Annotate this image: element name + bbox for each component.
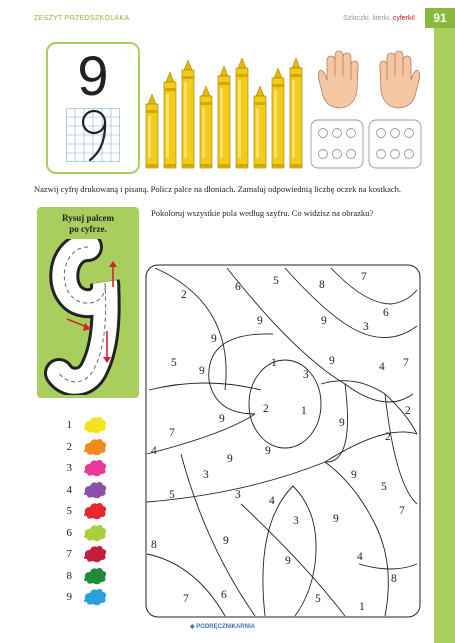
puzzle-region-number: 9 bbox=[219, 413, 225, 425]
right-hand bbox=[380, 51, 420, 108]
puzzle-region-number: 5 bbox=[381, 481, 387, 493]
left-hand bbox=[318, 51, 358, 108]
dice-right bbox=[369, 120, 421, 168]
puzzle-region-number: 7 bbox=[399, 505, 405, 517]
hands-illustration bbox=[313, 50, 425, 112]
puzzle-region-number: 9 bbox=[265, 445, 271, 457]
puzzle-region-number: 9 bbox=[329, 355, 335, 367]
color-by-number-puzzle[interactable] bbox=[145, 264, 421, 618]
puzzle-region-number: 2 bbox=[263, 403, 269, 415]
puzzle-region-number: 6 bbox=[235, 281, 241, 293]
series-title: ZESZYT PRZEDSZKOLAKA bbox=[34, 15, 130, 22]
puzzle-region-number: 3 bbox=[303, 369, 309, 381]
legend-number: 7 bbox=[66, 548, 72, 560]
puzzle-region-number: 5 bbox=[169, 489, 175, 501]
puzzle-region-number: 6 bbox=[221, 589, 227, 601]
trace-label bbox=[37, 213, 139, 235]
puzzle-region-number: 4 bbox=[151, 445, 157, 457]
dice-left bbox=[311, 120, 363, 168]
puzzle-region-number: 9 bbox=[285, 555, 291, 567]
puzzle-region-number: 7 bbox=[183, 593, 189, 605]
legend-number: 8 bbox=[66, 569, 72, 582]
puzzle-region-number: 7 bbox=[361, 271, 367, 283]
legend-number: 9 bbox=[66, 591, 72, 603]
puzzle-region-number: 9 bbox=[351, 469, 357, 481]
crayon bbox=[200, 86, 212, 168]
puzzle-region-number: 9 bbox=[333, 513, 339, 525]
trace-card bbox=[37, 207, 139, 398]
puzzle-region-number: 4 bbox=[269, 495, 275, 507]
page-number: 91 bbox=[425, 8, 455, 28]
paint-splash-icon bbox=[82, 458, 108, 478]
publisher-footer bbox=[190, 623, 255, 630]
book-subtitle bbox=[343, 15, 415, 22]
puzzle-region-number: 9 bbox=[257, 315, 263, 327]
legend-number: 6 bbox=[66, 526, 72, 539]
crayon bbox=[236, 58, 248, 168]
trace-digit[interactable] bbox=[41, 239, 135, 395]
legend-number: 1 bbox=[66, 419, 72, 431]
footer-text: PODRĘCZNIKARNIA bbox=[196, 624, 255, 630]
instruction-top: Nazwij cyfrę drukowaną i pisaną. Policz palce na dłoniach. Zamaluj odpowiednią liczbę oczek na kostkach. bbox=[34, 184, 402, 194]
digit-card bbox=[46, 42, 140, 174]
crayon bbox=[272, 68, 284, 168]
green-side-band bbox=[434, 28, 455, 643]
puzzle-region-number: 7 bbox=[169, 427, 175, 439]
puzzle-region-number: 9 bbox=[227, 453, 233, 465]
puzzle-region-number: 3 bbox=[203, 469, 209, 481]
puzzle-region-number: 8 bbox=[391, 573, 397, 585]
trace-label-line2: po cyfrze. bbox=[69, 224, 107, 234]
puzzle-region-number: 1 bbox=[359, 601, 365, 613]
legend-number: 2 bbox=[66, 440, 72, 453]
trace-label-line1: Rysuj palcem bbox=[62, 213, 114, 223]
paint-splash-icon bbox=[82, 480, 108, 500]
puzzle-region-number: 9 bbox=[339, 417, 345, 429]
printed-digit: 9 bbox=[77, 44, 109, 107]
instruction-puzzle: Pokoloruj wszystkie pola według szyfru. Co widzisz na obrazku? bbox=[151, 208, 374, 218]
legend-number: 5 bbox=[66, 505, 72, 517]
puzzle-region-number: 3 bbox=[235, 489, 241, 501]
legend-number: 4 bbox=[66, 483, 72, 496]
paint-splash-icon bbox=[82, 437, 108, 457]
puzzle-region-number: 6 bbox=[383, 307, 389, 319]
paint-splash-icon bbox=[82, 566, 108, 586]
crayon bbox=[146, 94, 158, 168]
publisher-logo-icon: ◆ bbox=[190, 624, 195, 630]
puzzle-region-number: 1 bbox=[301, 405, 307, 417]
crayon bbox=[218, 66, 230, 168]
crayon bbox=[164, 72, 176, 168]
paint-splash-icon bbox=[82, 587, 108, 607]
crayon bbox=[182, 60, 194, 168]
puzzle-region-number: 5 bbox=[273, 275, 279, 287]
puzzle-region-number: 9 bbox=[211, 333, 217, 345]
puzzle-region-number: 7 bbox=[403, 357, 409, 369]
puzzle-region-number: 4 bbox=[379, 361, 385, 373]
puzzle-region-number: 8 bbox=[151, 539, 157, 551]
puzzle-region-number: 9 bbox=[223, 535, 229, 547]
puzzle-region-number: 5 bbox=[171, 357, 177, 369]
paint-splash-icon bbox=[82, 544, 108, 564]
crayon bbox=[290, 58, 302, 168]
paint-splash-icon bbox=[82, 501, 108, 521]
crayons-illustration bbox=[142, 56, 306, 174]
puzzle-region-number: 2 bbox=[385, 431, 391, 443]
puzzle-region-number: 4 bbox=[357, 551, 363, 563]
puzzle-region-number: 2 bbox=[405, 405, 411, 417]
subtitle-highlight: cyferki! bbox=[392, 15, 415, 22]
puzzle-region-number: 9 bbox=[199, 365, 205, 377]
puzzle-region-number: 3 bbox=[363, 321, 369, 333]
paint-splash-icon bbox=[82, 523, 108, 543]
puzzle-region-number: 3 bbox=[293, 515, 299, 527]
puzzle-region-number: 2 bbox=[181, 289, 187, 301]
puzzle-region-number: 8 bbox=[319, 279, 325, 291]
legend-number: 3 bbox=[66, 462, 72, 474]
dice-illustration bbox=[309, 118, 423, 170]
puzzle-region-number: 9 bbox=[321, 315, 327, 327]
crayon bbox=[254, 86, 266, 168]
puzzle-region-number: 1 bbox=[271, 357, 277, 369]
subtitle-plain: Szlaczki, literki, bbox=[343, 15, 393, 22]
puzzle-region-number: 5 bbox=[315, 593, 321, 605]
paint-splash-icon bbox=[82, 415, 108, 435]
handwriting-grid bbox=[66, 108, 120, 162]
